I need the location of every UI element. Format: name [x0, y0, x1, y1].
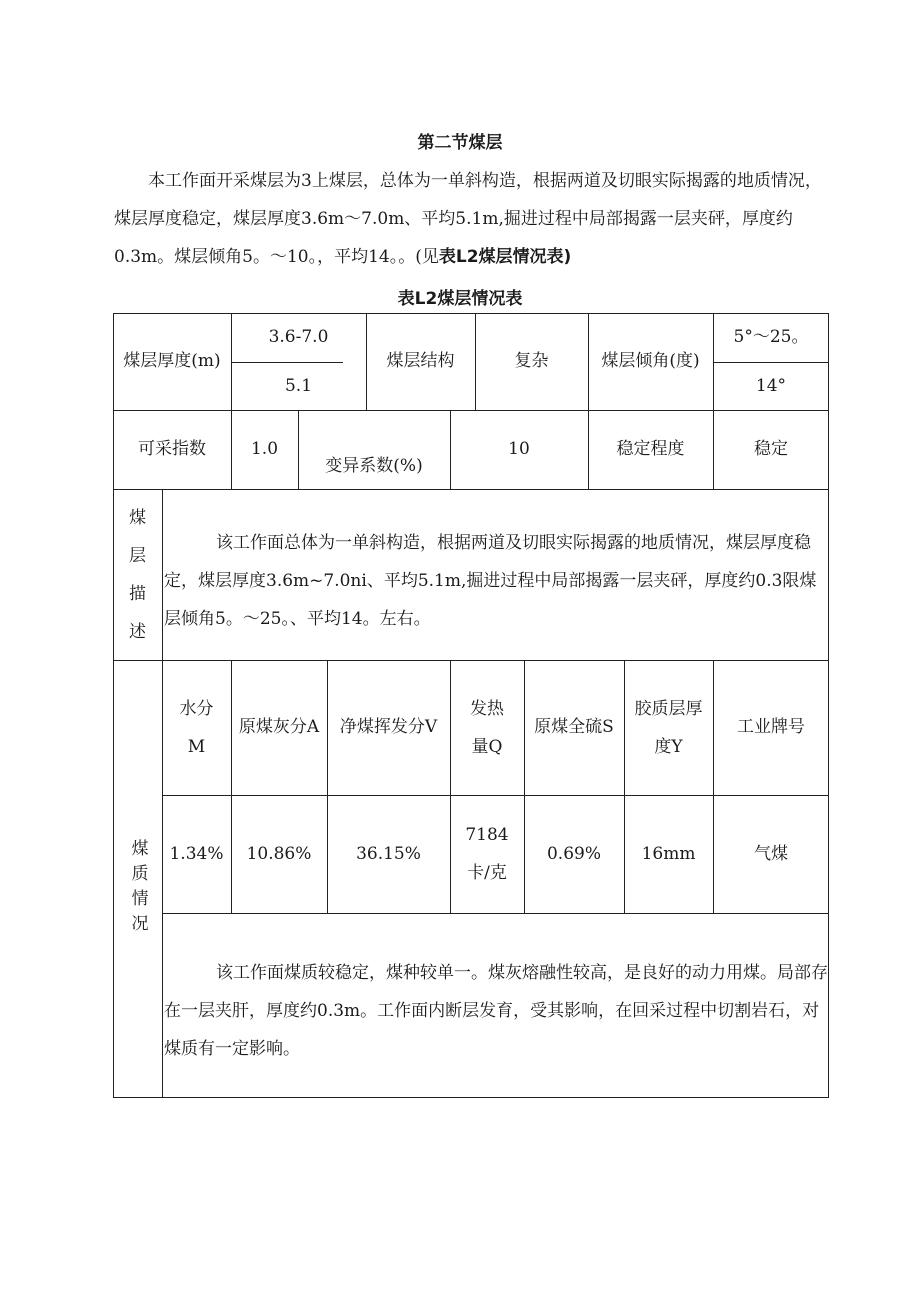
- thickness-label: 煤层厚度(m): [123, 351, 221, 372]
- intro-paragraph: [114, 162, 828, 276]
- header-grade: 工业牌号: [737, 717, 805, 738]
- stability-value: 稳定: [754, 439, 788, 460]
- mineable-index-value: 1.0: [250, 439, 279, 460]
- dip-label: 煤层倾角(度): [601, 351, 700, 372]
- structure-value: 复杂: [514, 351, 549, 372]
- value-ash: 10.86%: [246, 843, 312, 864]
- thickness-range: 3.6-7.0: [268, 327, 329, 348]
- description-label: 煤层描述: [129, 507, 146, 642]
- quality-label: 煤质情况: [127, 838, 148, 939]
- coal-seam-table: [113, 313, 829, 1098]
- dip-average: 14°: [755, 375, 787, 396]
- value-moisture: 1.34%: [169, 843, 224, 864]
- table-caption: 表L2煤层情况表: [397, 289, 523, 309]
- description-text: 该工作面总体为一单斜构造，根据两道及切眼实际揭露的地质情况，煤层厚度稳定，煤层厚度3.6m~7.0ni、平均5.1m,掘进过程中局部揭露一层夹砰，厚度约0.3限煤层倾角5。～25。、平均14。左右。: [164, 533, 817, 629]
- thickness-average: 5.1: [284, 375, 313, 396]
- value-colloid-layer: 16mm: [641, 843, 696, 864]
- value-grade: 气煤: [754, 843, 788, 864]
- header-moisture: 水分M: [179, 698, 214, 757]
- value-calorific: 7184卡/克: [465, 825, 509, 883]
- intro-text: 本工作面开采煤层为3上煤层，总体为一单斜构造，根据两道及切眼实际揭露的地质情况，煤层厚度稳定，煤层厚度3.6m～7.0m、平均5.1m,掘进过程中局部揭露一层夹砰，厚度约0.3m。煤层倾角5。～10。，平均14。。(见: [114, 171, 822, 267]
- value-sulfur: 0.69%: [546, 843, 601, 864]
- header-calorific: 发热量Q: [470, 698, 504, 757]
- description-text-block: [164, 524, 828, 638]
- section-title: 第二节煤层: [417, 133, 503, 153]
- header-sulfur: 原煤全硫S: [534, 717, 614, 738]
- dip-range: 5°～25。: [733, 327, 809, 348]
- header-colloid-layer: 胶质层厚度Y: [634, 698, 703, 757]
- quality-text: 该工作面煤质较稳定，煤种较单一。煤灰熔融性较高，是良好的动力用煤。局部存在一层夹肝，厚度约0.3m。工作面内断层发育，受其影响，在回采过程中切割岩石，对煤质有一定影响。: [164, 963, 828, 1059]
- structure-label: 煤层结构: [386, 351, 455, 372]
- table-reference: 表L2煤层情况表): [438, 247, 572, 267]
- header-ash: 原煤灰分A: [238, 717, 320, 738]
- quality-text-block: [164, 954, 828, 1068]
- variation-coefficient-value: 10: [508, 439, 530, 460]
- mineable-index-label: 可采指数: [138, 439, 206, 460]
- variation-coefficient-label: 变异系数(%): [325, 455, 423, 476]
- stability-label: 稳定程度: [616, 439, 685, 460]
- value-volatile: 36.15%: [356, 843, 421, 864]
- header-volatile: 净煤挥发分V: [339, 717, 438, 738]
